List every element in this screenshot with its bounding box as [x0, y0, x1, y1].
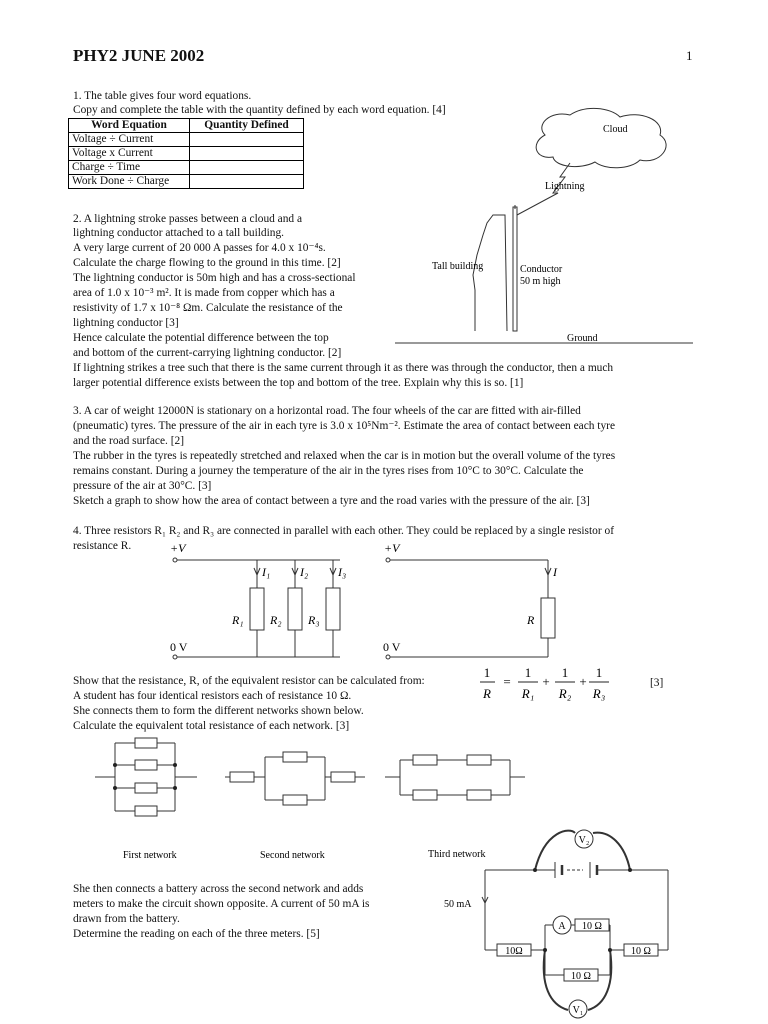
q4-line-2: resistance R. — [73, 540, 132, 552]
formula-r: R — [483, 686, 491, 701]
current-label: 50 mA — [444, 899, 472, 910]
resistor-r3 — [326, 588, 340, 630]
cloud-label: Cloud — [603, 124, 628, 135]
r1-label: R₁ — [232, 613, 244, 627]
q4-final-line: drawn from the battery. — [73, 913, 180, 925]
q4-final-line: She then connects a battery across the second network and adds — [73, 883, 364, 895]
answer-cell — [190, 147, 304, 161]
r3-label: R₃ — [308, 613, 320, 627]
word-equation-cell: Charge ÷ Time — [69, 161, 190, 175]
i-label: I — [553, 565, 557, 579]
conductor-label-2: 50 m high — [520, 276, 561, 287]
q4-text-line: Calculate the equivalent total resistance of each network. [3] — [73, 720, 350, 732]
word-equation-cell: Voltage ÷ Current — [69, 133, 190, 147]
resistor-label: 10 Ω — [582, 921, 602, 932]
table-header-word-equation: Word Equation — [69, 119, 190, 133]
q4-line-1: 4. Three resistors R₁ R₂ and R₃ are connected in parallel with each other. They could be replaced by a single resistor of — [73, 525, 614, 537]
first-network-label: First network — [123, 850, 177, 861]
lightning-conductor — [513, 207, 517, 331]
zero-v-label: 0 V — [383, 640, 401, 654]
q2-line: resistivity of 1.7 x 10⁻⁸ Ωm. Calculate the resistance of the — [73, 302, 343, 314]
q4-final-line: Determine the reading on each of the three meters. [5] — [73, 928, 320, 940]
word-equation-table — [68, 118, 304, 189]
answer-cell — [190, 175, 304, 189]
q2-line: lightning conductor attached to a tall building. — [73, 227, 284, 239]
table-header-quantity-defined: Quantity Defined — [190, 119, 304, 133]
table-row — [69, 161, 304, 175]
v2-meter-label: V₂ — [578, 835, 590, 846]
tall-building-outline — [473, 215, 507, 331]
q2-line: and bottom of the current-carrying lightning conductor. [2] — [73, 347, 342, 359]
page-number: 1 — [686, 48, 693, 63]
q4-text-line: Show that the resistance, R, of the equivalent resistor can be calculated from: — [73, 675, 425, 687]
q3-line: pressure of the air at 30°C. [3] — [73, 480, 212, 492]
resistor-r — [541, 598, 555, 638]
q4-final-line: meters to make the circuit shown opposite. A current of 50 mA is — [73, 898, 370, 910]
resistor-label: 10Ω — [505, 946, 523, 957]
q2-line: lightning conductor [3] — [73, 317, 179, 329]
i2-label: I₂ — [300, 565, 309, 579]
q3-line: (pneumatic) tyres. The pressure of the air in each tyre is 3.0 x 10⁵Nm⁻². Estimate the area of contact between each tyre — [73, 420, 616, 432]
page-title: PHY2 JUNE 2002 — [73, 46, 205, 65]
answer-cell — [190, 133, 304, 147]
q2-line: larger potential difference exists between the top and bottom of the tree. Explain why this is so. [1] — [73, 377, 524, 389]
q2-line: Hence calculate the potential difference between the top — [73, 332, 329, 344]
table-row — [69, 147, 304, 161]
formula-equals: = — [503, 674, 511, 689]
resistor-label: 10 Ω — [631, 946, 651, 957]
q2-line: If lightning strikes a tree such that there is the same current through it as there was through the conductor, then a much — [73, 362, 614, 374]
equivalent-resistor-circuit — [380, 540, 560, 660]
cloud-shape — [536, 108, 666, 167]
parallel-resistor-circuit — [160, 540, 380, 660]
q2-line: Calculate the charge flowing to the ground in this time. [2] — [73, 257, 341, 269]
formula-numerator: 1 — [595, 665, 603, 680]
plus-v-label: +V — [170, 541, 186, 555]
q2-line: 2. A lightning stroke passes between a cloud and a — [73, 213, 303, 225]
q3-line: and the road surface. [2] — [73, 435, 185, 447]
r-label: R — [527, 613, 535, 627]
resistor-label: 10 Ω — [571, 971, 591, 982]
q2-line: area of 1.0 x 10⁻³ m². It is made from copper which has a — [73, 287, 335, 299]
ammeter-label: A — [558, 921, 566, 932]
i1-label: I₁ — [262, 565, 271, 579]
second-network-diagram — [225, 735, 365, 860]
q3-line: The rubber in the tyres is repeatedly stretched and relaxed when the car is in motion but the overall volume of the tyres — [73, 450, 616, 462]
formula-r1: R₁ — [521, 686, 535, 701]
q3-line: 3. A car of weight 12000N is stationary on a horizontal road. The four wheels of the car are fitted with air-filled — [73, 405, 581, 417]
r2-label: R₂ — [270, 613, 282, 627]
zero-v-label: 0 V — [170, 640, 188, 654]
word-equation-cell: Voltage x Current — [69, 147, 190, 161]
formula-r3: R₃ — [592, 686, 606, 701]
formula-numerator: 1 — [524, 665, 532, 680]
formula-plus: + — [579, 674, 587, 689]
q1-line-2: Copy and complete the table with the quantity defined by each word equation. [4] — [73, 104, 446, 116]
q1-line-1: 1. The table gives four word equations. — [73, 90, 252, 102]
second-network-label: Second network — [260, 850, 325, 861]
building-label: Tall building — [432, 261, 484, 272]
q3-line: Sketch a graph to show how the area of contact between a tyre and the road varies with the pressure of the air. [3] — [73, 495, 590, 507]
conductor-label-1: Conductor — [520, 264, 563, 275]
i3-label: I₃ — [338, 565, 347, 579]
lightning-diagram — [395, 105, 695, 345]
formula-r2: R₂ — [558, 686, 572, 701]
word-equation-cell: Work Done ÷ Charge — [69, 175, 190, 189]
ground-label: Ground — [567, 333, 598, 344]
q2-line: A very large current of 20 000 A passes for 4.0 x 10⁻⁴s. — [73, 242, 326, 254]
parallel-resistance-formula — [475, 664, 615, 706]
resistor-r2 — [288, 588, 302, 630]
meter-circuit-diagram — [440, 825, 690, 1020]
formula-numerator: 1 — [561, 665, 569, 680]
formula-marks: [3] — [650, 677, 664, 689]
formula-plus: + — [542, 674, 550, 689]
q2-line: The lightning conductor is 50m high and has a cross-sectional — [73, 272, 356, 284]
q4-text-line: A student has four identical resistors each of resistance 10 Ω. — [73, 690, 352, 702]
table-row — [69, 175, 304, 189]
third-network-label: Third network — [428, 849, 486, 860]
plus-v-label: +V — [384, 541, 400, 555]
formula-numerator: 1 — [483, 665, 491, 680]
v1-meter-label: V₁ — [572, 1005, 584, 1016]
first-network-diagram — [95, 735, 205, 860]
answer-cell — [190, 161, 304, 175]
q4-text-line: She connects them to form the different networks shown below. — [73, 705, 364, 717]
table-row — [69, 133, 304, 147]
resistor-r1 — [250, 588, 264, 630]
lightning-label: Lightning — [545, 181, 585, 192]
q3-line: remains constant. During a journey the temperature of the air in the tyres rises from 10°C to 30°C. Calculate the — [73, 465, 584, 477]
